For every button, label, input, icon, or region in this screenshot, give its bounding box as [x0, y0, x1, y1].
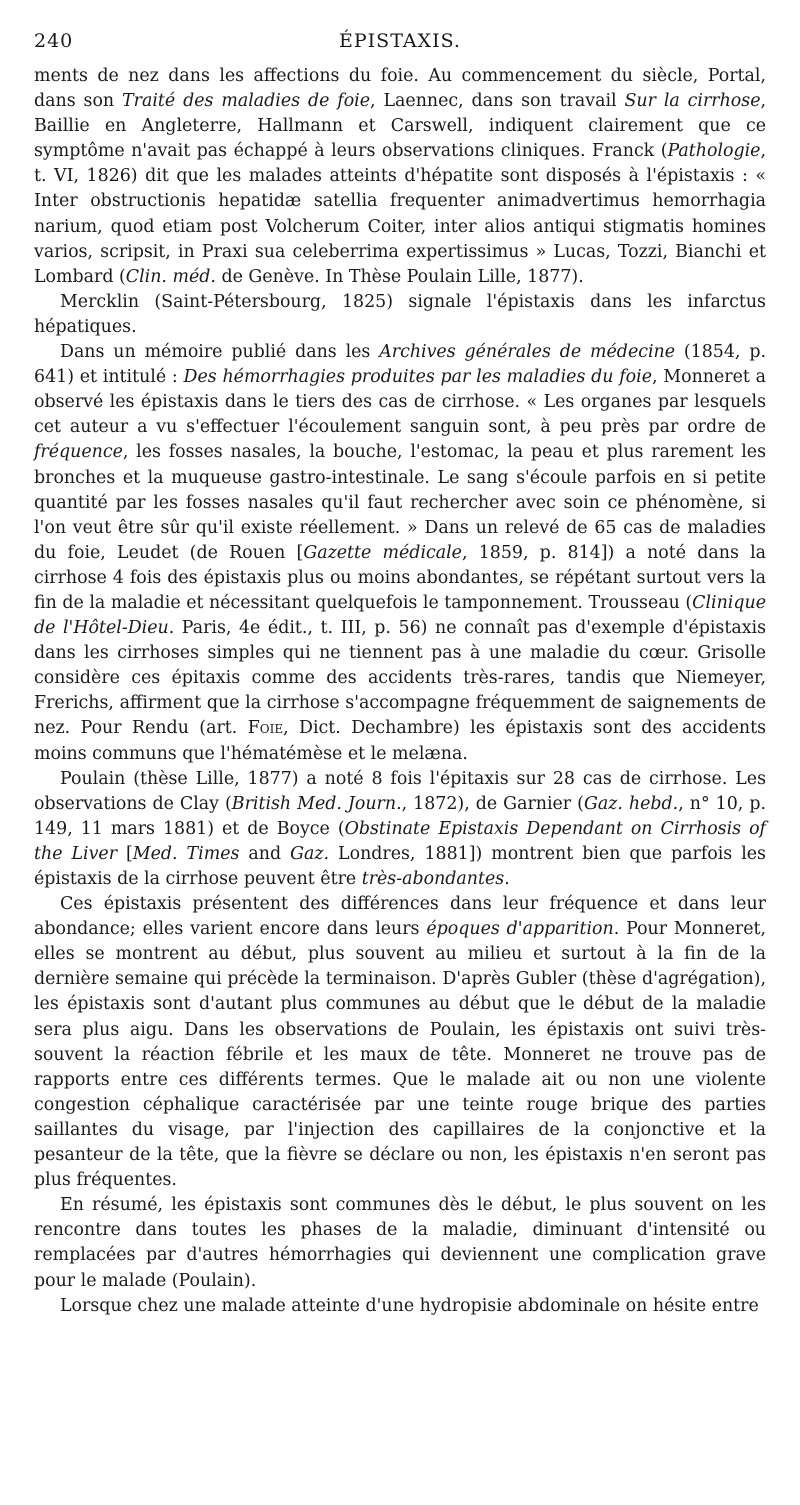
- italic-text: British Med. Journ.: [231, 793, 402, 814]
- text-run: .: [504, 869, 510, 889]
- paragraph: [34, 1193, 766, 1293]
- italic-text: Pathologie: [667, 141, 761, 162]
- paragraph: [34, 290, 766, 340]
- page-number: 240: [34, 30, 74, 52]
- italic-text: Obstinate Epistaxis Dependant on Cirrhosis of the Liver: [34, 818, 766, 864]
- text-run: Lorsque chez une malade atteinte d'une hydropisie abdominale on hésite entre: [60, 1295, 759, 1316]
- italic-text: Med. Times: [132, 843, 240, 864]
- text-run: . Pour Monneret, elles se montrent au début, plus souvent au milieu et surtout à la fin de la dernière semaine qui précède la terminaison. D'après Gubler (thèse d'agrégation), les épistaxis sont d'autant plus communes au début que le début de la maladie sera plus aigu. Dans les observations de Poulain, les épistaxis ont suivi très-souvent la réaction fébrile et les maux de tête. Monneret ne trouve pas de rapports entre ces différents termes. Que le malade ait ou non une violente congestion céphalique caractérisée par une teinte rouge brique des parties saillantes du visage, par l'injection des capillaires de la conjonctive et la pesanteur de la tête, que la fièvre se déclare ou non, les épistaxis n'en seront pas plus fréquentes.: [34, 919, 767, 1191]
- body-text: [34, 64, 766, 1319]
- italic-text: Traité des maladies de foie: [122, 91, 371, 112]
- text-run: ments de nez dans les affections du foie. Au commencement du siècle, Portal, dans son: [34, 66, 766, 112]
- paragraph: [34, 1294, 766, 1319]
- italic-text: Gaz.: [290, 843, 330, 864]
- text-run: Mercklin (Saint-Pétersbourg, 1825) signale l'épistaxis dans les infarctus hépatiques.: [34, 291, 766, 337]
- text-run: . Paris, 4e édit., t. III, p. 56) ne connaît pas d'exemple d'épistaxis dans les cirrhoses simples qui ne tiennent pas à une maladie du cœur. Grisolle considère ces épitaxis comme des accidents très-rares, tandis que Niemeyer, Frerichs, affirment que la cirrhose s'accompagne fréquemment de saignements de nez. Pour Rendu (art.: [34, 618, 767, 739]
- text-run: [: [117, 843, 133, 864]
- italic-text: Des hémorrhagies produites par les maladies du foie: [183, 367, 652, 388]
- text-run: , les fosses nasales, la bouche, l'estomac, la peau et plus rarement les bronches et la muqueuse gastro-intestinale. Le sang s'écoule parfois en si petite quantité par les fosses nasales qu'il faut rechercher avec soin ce phénomène, si l'on veut être sûr qu'il existe réellement. » Dans un relevé de 65 cas de maladies du foie, Leudet (de Rouen [: [34, 442, 766, 563]
- paragraph: [34, 64, 766, 290]
- paragraph: [34, 767, 766, 892]
- text-run: , Dict. Dechambre) les épistaxis sont des accidents moins communs que l'hématémèse et le melæna.: [34, 718, 766, 764]
- italic-text: Clin. méd.: [125, 266, 216, 287]
- text-run: En résumé, les épistaxis sont communes dès le début, le plus souvent on les rencontre dans toutes les phases de la maladie, diminuant d'intensité ou remplacées par d'autres hémorrhagies qui deviennent une complication grave pour le malade (Poulain).: [34, 1195, 766, 1291]
- italic-text: Gaz. hebd.: [583, 793, 679, 814]
- running-title: ÉPISTAXIS.: [339, 30, 461, 52]
- text-run: , 1872), de Garnier (: [401, 793, 584, 814]
- text-run: , t. VI, 1826) dit que les malades atteints d'hépatite sont disposés à l'épistaxis : « Inter obstructionis hepatidæ satellia frequenter animadvertimus hemorrhagia narium, quod etiam post Volcherum Coiter, inter alios antiqui stigmatis homines varios, scripsit, in Praxi sua celeberrima expertissimus » Lucas, Tozzi, Bianchi et Lombard (: [34, 141, 766, 287]
- text-run: , Monneret a observé les épistaxis dans le tiers des cas de cirrhose. « Les organes par lesquels cet auteur a vu s'effectuer l'écoulement sanguin sont, à peu près par ordre de: [34, 367, 766, 438]
- italic-text: très-abondantes: [361, 869, 505, 889]
- text-run: Dans un mémoire publié dans les: [60, 342, 380, 363]
- text-run: and: [239, 843, 291, 864]
- italic-text: fréquence: [34, 442, 123, 463]
- text-run: , 1859, p. 814]) a noté dans la cirrhose 4 fois des épistaxis plus ou moins abondantes, se répétant surtout vers la fin de la maladie et nécessitant quelquefois le tamponnement. Trousseau (: [34, 542, 766, 613]
- text-run: Londres, 1881]) montrent bien que parfois les épistaxis de la cirrhose peuvent être: [34, 843, 766, 889]
- small-caps-text: Foie: [247, 718, 284, 739]
- italic-text: Archives générales de médecine: [379, 342, 676, 363]
- text-run: , Baillie en Angleterre, Hallmann et Carswell, indiquent clairement que ce symptôme n'avait pas échappé à leurs observations cliniques. Franck (: [34, 91, 767, 162]
- italic-text: époques d'apparition: [426, 919, 614, 940]
- text-run: , Laennec, dans son travail: [370, 91, 625, 112]
- text-run: , n° 10, p. 149, 11 mars 1881) et de Boyce (: [34, 793, 766, 839]
- text-run: (1854, p. 641) et intitulé :: [34, 342, 766, 388]
- paragraph: [34, 892, 766, 1193]
- paragraph: [34, 340, 766, 767]
- page-header: [34, 30, 766, 58]
- italic-text: Sur la cirrhose: [624, 91, 761, 112]
- text-run: Ces épistaxis présentent des différences dans leur fréquence et dans leur abondance; elles varient encore dans leurs: [34, 894, 766, 940]
- text-run: de Genève. In Thèse Poulain Lille, 1877).: [215, 266, 584, 287]
- italic-text: Gazette médicale: [303, 542, 462, 563]
- italic-text: Clinique de l'Hôtel-Dieu: [34, 592, 766, 639]
- text-run: Poulain (thèse Lille, 1877) a noté 8 fois l'épitaxis sur 28 cas de cirrhose. Les observations de Clay (: [34, 768, 766, 814]
